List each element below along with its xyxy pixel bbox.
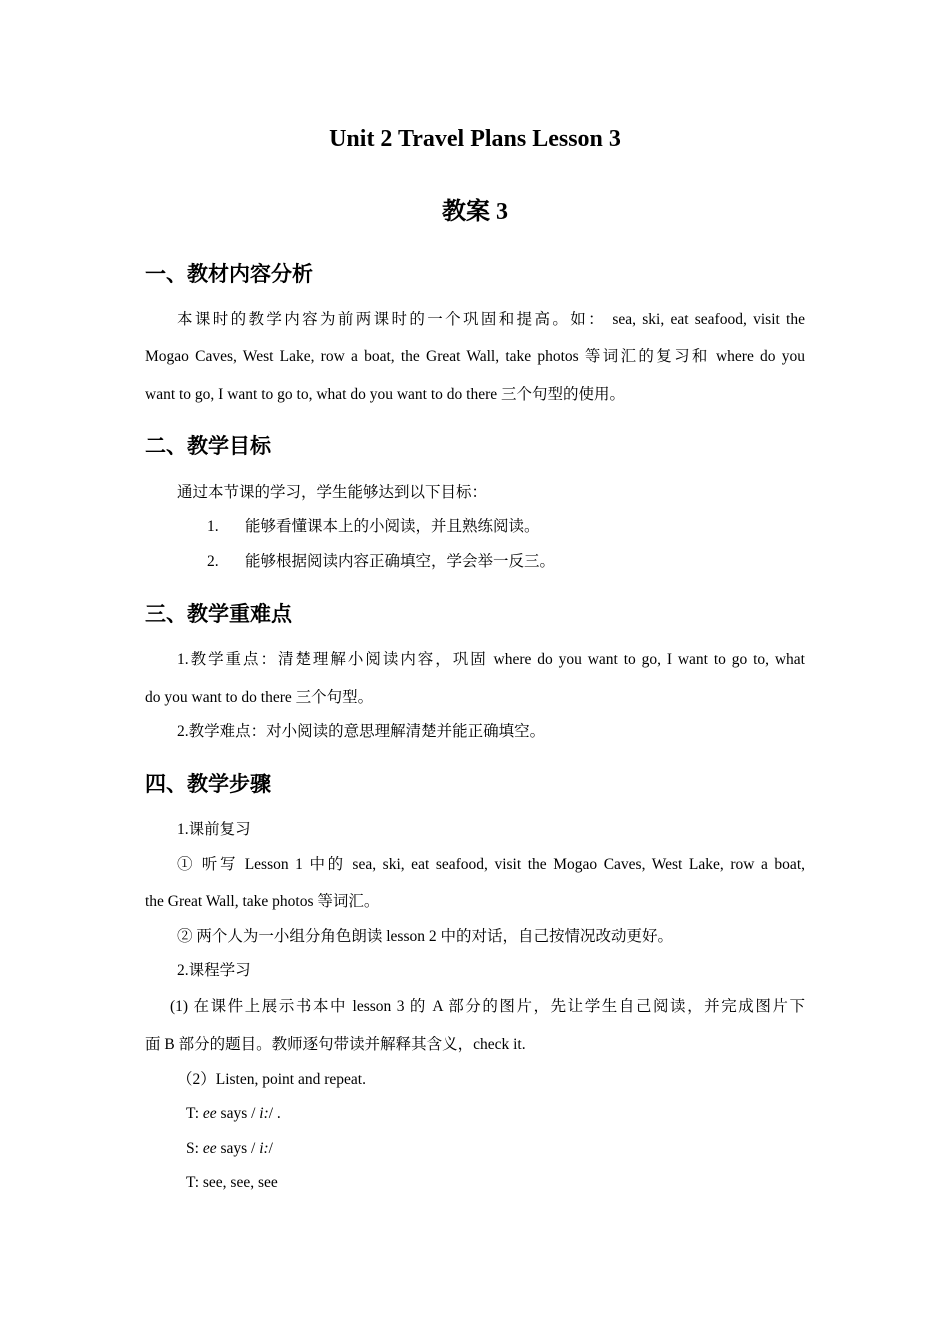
paragraph-line: Mogao Caves, West Lake, row a boat, the Great Wall, take photos 等词汇的复习和 where do you: [145, 348, 805, 365]
speaker: T:: [186, 1105, 200, 1122]
speaker: T:: [186, 1174, 200, 1191]
dialogue-text: says /: [216, 1140, 260, 1157]
phonics-letters: ee: [202, 1140, 217, 1157]
objectives-intro: 通过本节课的学习，学生能够达到以下目标：: [177, 484, 488, 501]
speaker: S:: [186, 1140, 199, 1157]
paragraph-line: 2.教学难点：对小阅读的意思理解清楚并能正确填空。: [177, 723, 546, 740]
paragraph-line: 面 B 部分的题目。教师逐句带读并解释其含义，check it.: [145, 1036, 526, 1053]
paragraph-line: the Great Wall, take photos 等词汇。: [145, 893, 380, 910]
dialogue-text: says /: [216, 1105, 260, 1122]
step-heading: 2.课程学习: [177, 962, 251, 979]
dialogue-line: [186, 1104, 281, 1124]
paragraph-line: do you want to do there 三个句型。: [145, 689, 374, 706]
paragraph-line: ① 听写 Lesson 1 中的 sea, ski, eat seafood, visit the Mogao Caves, West Lake, row a boat,: [177, 856, 805, 873]
dialogue-line: [186, 1139, 273, 1159]
list-item-number: 1.: [207, 518, 219, 535]
section-heading-2: 二、教学目标: [145, 434, 271, 458]
dialogue-line: [186, 1173, 278, 1193]
document-subtitle: 教案 3: [442, 199, 508, 225]
list-item-text: 能够根据阅读内容正确填空，学会举一反三。: [245, 553, 556, 570]
document-title: Unit 2 Travel Plans Lesson 3: [329, 126, 621, 152]
list-item-text: 能够看懂课本上的小阅读，并且熟练阅读。: [245, 518, 540, 535]
section-heading-3: 三、教学重难点: [145, 602, 292, 626]
dialogue-text: / .: [268, 1105, 281, 1122]
paragraph-line: （2）Listen, point and repeat.: [177, 1071, 366, 1088]
paragraph-line: 本课时的教学内容为前两课时的一个巩固和提高。如： sea, ski, eat seafood, visit the: [177, 311, 805, 328]
section-heading-4: 四、教学步骤: [145, 772, 271, 796]
paragraph-line: ② 两个人为一小组分角色朗读 lesson 2 中的对话，自己按情况改动更好。: [177, 928, 674, 945]
ipa-symbol: i:: [259, 1105, 269, 1122]
section-heading-1: 一、教材内容分析: [145, 262, 313, 286]
paragraph-line: want to go, I want to go to, what do you want to do there 三个句型的使用。: [145, 386, 626, 403]
dialogue-text: see, see, see: [202, 1174, 278, 1191]
paragraph-line: (1) 在课件上展示书本中 lesson 3 的 A 部分的图片，先让学生自己阅读，并完成图片下: [170, 998, 805, 1015]
dialogue-text: /: [268, 1140, 273, 1157]
phonics-letters: ee: [202, 1105, 217, 1122]
paragraph-line: 1.教学重点：清楚理解小阅读内容，巩固 where do you want to go, I want to go to, what: [177, 651, 805, 668]
ipa-symbol: i:: [259, 1140, 269, 1157]
list-item-number: 2.: [207, 553, 219, 570]
step-heading: 1.课前复习: [177, 821, 251, 838]
